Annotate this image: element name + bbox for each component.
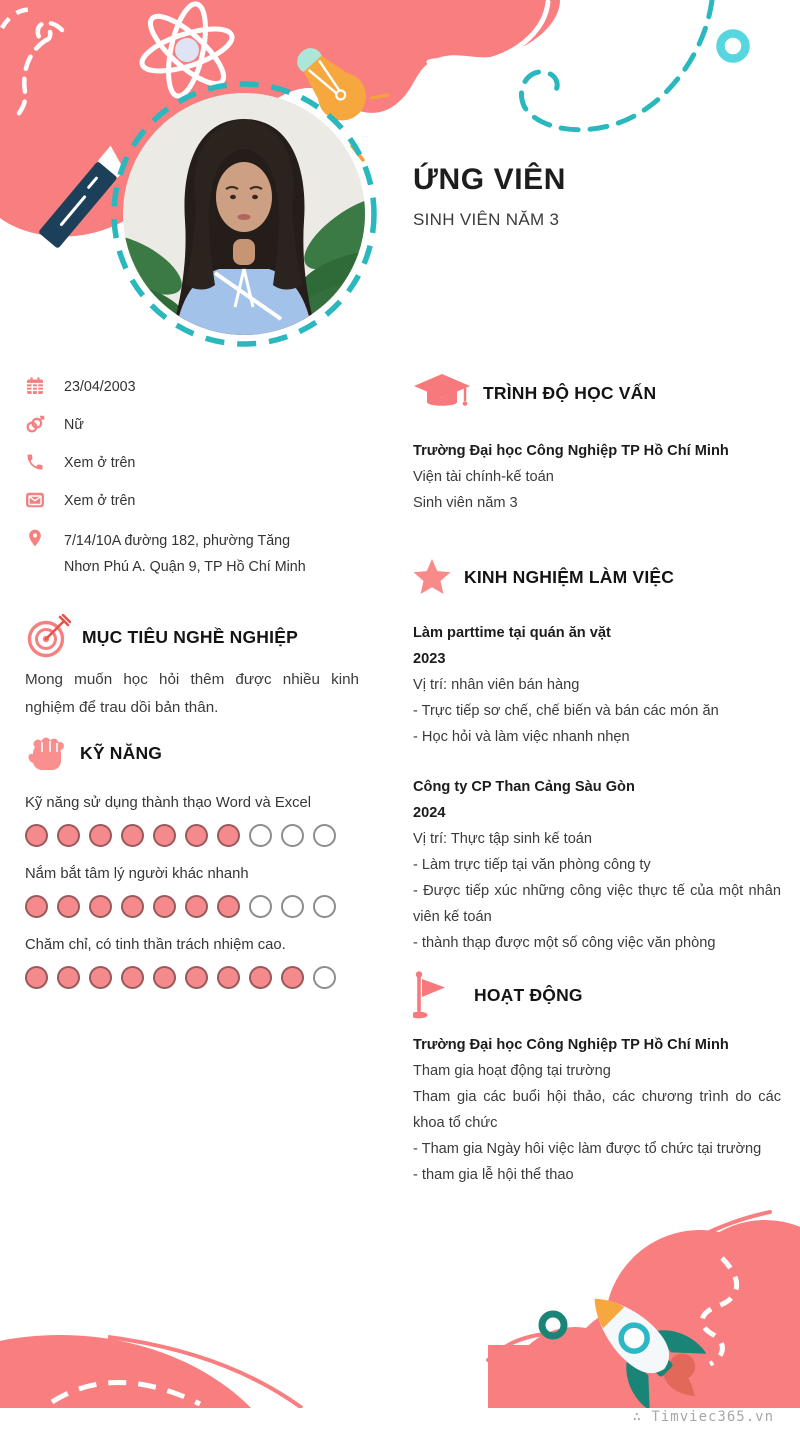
activity-line: Tham gia hoạt động tại trường [413,1063,611,1079]
activity-line: Tham gia các buổi hội thảo, các chương trình do các khoa tổ chức [413,1089,781,1131]
job-line: - thành thạp được một số công việc văn phòng [413,935,716,951]
header-block [413,163,566,230]
job-year: 2024 [413,805,446,821]
skill-dot [89,824,112,847]
right-column [413,372,781,1188]
skill-item [25,792,379,847]
skill-level-dots [25,966,379,989]
activities-section-header [413,970,781,1020]
contact-row-dob [25,376,379,398]
skill-level-dots [25,824,379,847]
mail-icon [25,490,45,510]
skill-dot [25,966,48,989]
skill-dot [25,895,48,918]
skill-dot [57,966,80,989]
job-line: Vị trí: Thực tập sinh kế toán [413,831,593,847]
skill-dot [249,824,272,847]
skill-dot [121,824,144,847]
education-line: Sinh viên năm 3 [413,495,518,511]
graduation-cap-icon [413,372,471,414]
location-icon [25,528,45,548]
experience-section-header [413,558,781,596]
dob-value: 23/04/2003 [64,379,136,395]
skill-dot [57,895,80,918]
contact-row-phone [25,452,379,474]
watermark: ∴ Timviec365.vn [632,1409,774,1425]
skills-section-header [25,730,379,776]
job-line: - Làm trực tiếp tại văn phòng công ty [413,857,651,873]
profile-photo [123,93,365,335]
skill-dot [153,895,176,918]
email-value: Xem ở trên [64,493,136,509]
skill-dot [281,895,304,918]
skill-dot [185,824,208,847]
objective-text: Mong muốn học hỏi thêm được nhiều kinh nghiệm để trau dồi bản thân. [25,671,359,716]
activities-body [413,1032,781,1188]
activities-org: Trường Đại học Công Nghiệp TP Hồ Chí Minh [413,1037,729,1053]
objective-section-header [25,614,379,660]
teal-donut-icon [721,34,746,59]
skill-dot [281,824,304,847]
activity-line: - tham gia lễ hội thể thao [413,1167,574,1183]
profile-photo-illustration [123,93,365,335]
skill-dot [217,824,240,847]
skill-dot [185,966,208,989]
skill-dot [25,824,48,847]
contact-row-email [25,490,379,512]
address-value: 7/14/10A đường 182, phường Tăng Nhơn Phú A. Quận 9, TP Hồ Chí Minh [64,533,306,575]
job-line: - Trực tiếp sơ chế, chế biến và bán các món ăn [413,703,719,719]
contact-row-gender [25,414,379,436]
flag-icon [413,970,447,1020]
gender-value: Nữ [64,417,84,433]
candidate-name: ỨNG VIÊN [413,163,567,196]
skill-dot [249,966,272,989]
job-year: 2023 [413,651,446,667]
experience-job-1 [413,620,781,750]
job-name: Làm parttime tại quán ăn vặt [413,625,611,641]
skill-label: Chăm chỉ, có tinh thần trách nhiệm cao. [25,937,286,953]
phone-value: Xem ở trên [64,455,136,471]
skills-title: KỸ NĂNG [80,742,163,763]
job-line: - Học hỏi và làm việc nhanh nhẹn [413,729,630,745]
experience-job-2 [413,774,781,956]
skill-level-dots [25,895,379,918]
skill-dot [313,895,336,918]
skill-dot [57,824,80,847]
gender-icon [25,414,45,434]
target-icon [25,614,71,660]
skill-dot [89,895,112,918]
skill-dot [313,824,336,847]
job-line: Vị trí: nhân viên bán hàng [413,677,580,693]
education-line: Viện tài chính-kế toán [413,469,554,485]
hand-icon [25,730,69,776]
education-school: Trường Đại học Công Nghiệp TP Hồ Chí Minh [413,443,729,459]
skill-item [25,934,379,989]
calendar-icon [25,376,45,396]
education-section-header [413,372,781,414]
dark-teal-donut-icon [542,1314,564,1336]
objective-title: MỤC TIÊU NGHỀ NGHIỆP [82,626,298,647]
experience-title: KINH NGHIỆM LÀM VIỆC [464,566,675,587]
candidate-subtitle: SINH VIÊN NĂM 3 [413,210,560,229]
skill-dot [153,966,176,989]
skill-dot [313,966,336,989]
education-title: TRÌNH ĐỘ HỌC VẤN [483,382,657,403]
skill-dot [89,966,112,989]
activities-title: HOẠT ĐỘNG [474,984,583,1005]
job-name: Công ty CP Than Cảng Sàu Gòn [413,779,635,795]
job-line: - Được tiếp xúc những công việc thực tế của một nhân viên kế toán [413,883,781,925]
skill-label: Nắm bắt tâm lý người khác nhanh [25,866,249,882]
skill-dot [217,966,240,989]
contact-row-address [25,528,379,580]
activity-line: - Tham gia Ngày hôi việc làm được tổ chức tại trường [413,1141,762,1157]
skill-item [25,863,379,918]
phone-icon [25,452,45,472]
skill-dot [153,824,176,847]
skill-dot [249,895,272,918]
skill-dot [121,895,144,918]
skill-dot [217,895,240,918]
skill-dot [121,966,144,989]
star-icon [413,558,451,596]
left-column [25,376,379,989]
education-body [413,438,781,516]
skill-label: Kỹ năng sử dụng thành thạo Word và Excel [25,795,312,811]
skill-dot [185,895,208,918]
skill-dot [281,966,304,989]
